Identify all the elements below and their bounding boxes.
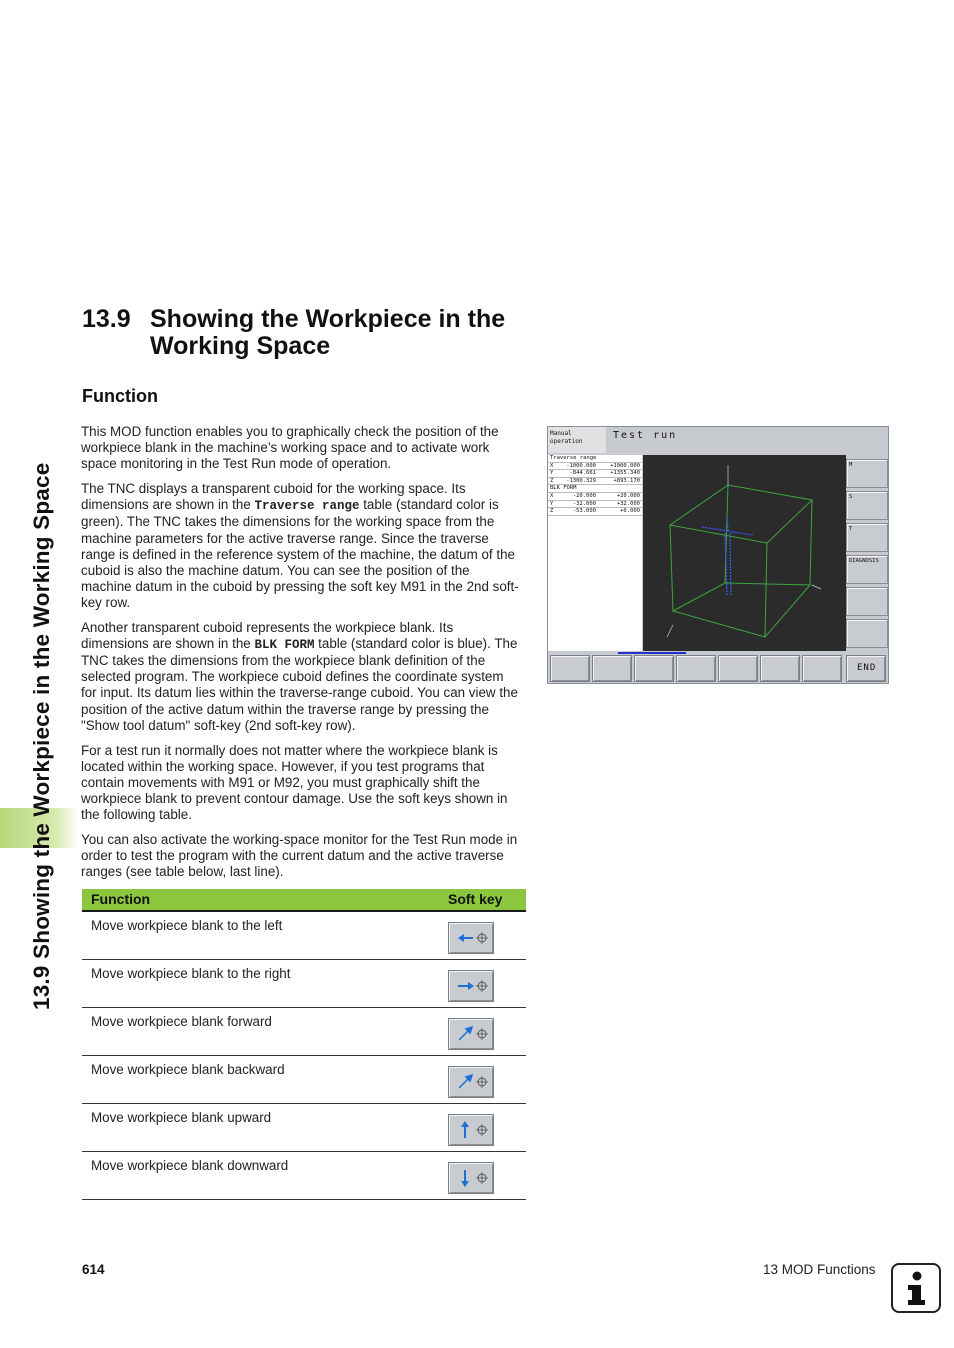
- max-value: +1355.340: [610, 470, 640, 477]
- table-header: [82, 889, 526, 912]
- screen-title: Test run: [608, 427, 887, 453]
- paragraph: [81, 424, 522, 472]
- code-term: Traverse range: [254, 499, 360, 514]
- horizontal-softkeys: [548, 653, 888, 683]
- table-row: [82, 1056, 526, 1104]
- range-table: [548, 455, 642, 651]
- mode-label: [548, 427, 606, 453]
- softkey-diagnosis[interactable]: [846, 555, 888, 584]
- side-tab-text: 13.9 Showing the Workpiece in the Working Space: [29, 462, 54, 1010]
- axis-label: X: [550, 462, 554, 469]
- paragraph: [81, 832, 522, 880]
- softkey-right[interactable]: [676, 655, 716, 682]
- column-header-softkey: Soft key: [448, 891, 503, 907]
- paragraph-text: table (standard color is blue). The TNC takes the dimensions from the workpiece blank definition of the selected program. The workpiece cuboid defines the coordinate system for input. Its datum lies within the traverse-range cuboid. You can view the position of the active datum within the traverse range by pressing the "Show tool datum" soft-key (2nd soft-key row).: [81, 636, 518, 733]
- paragraph-text: The TNC displays a transparent cuboid for the working space. Its dimensions are shown in the: [81, 481, 466, 513]
- move-down-softkey[interactable]: [448, 1162, 494, 1194]
- softkey-monitor[interactable]: [802, 655, 842, 682]
- max-value: +32.000: [616, 500, 640, 507]
- body-text: [81, 424, 522, 889]
- max-value: +20.000: [616, 492, 640, 499]
- softkey-empty[interactable]: [846, 587, 888, 616]
- move-up-softkey[interactable]: [448, 1114, 494, 1146]
- paragraph: [81, 481, 522, 611]
- row-label: Move workpiece blank upward: [91, 1110, 272, 1125]
- axis-label: Z: [550, 508, 554, 515]
- arrow-left-icon: [449, 923, 493, 953]
- axis-label: Y: [550, 470, 554, 477]
- page-number: 614: [82, 1262, 105, 1277]
- code-term: BLK FORM: [254, 638, 315, 653]
- chapter-name: 13 MOD Functions: [763, 1262, 876, 1277]
- workspace-graphic: [643, 455, 846, 651]
- blk-row: [548, 501, 642, 509]
- paragraph: [81, 620, 522, 734]
- table-row: [82, 960, 526, 1008]
- move-backward-softkey[interactable]: [448, 1066, 494, 1098]
- axis-label: X: [550, 492, 554, 499]
- info-icon: [891, 1263, 941, 1313]
- move-forward-softkey[interactable]: [448, 1018, 494, 1050]
- arrow-right-icon: [449, 971, 493, 1001]
- softkey-table: [82, 889, 526, 1200]
- row-label: Move workpiece blank to the left: [91, 918, 283, 933]
- softkey-m[interactable]: [846, 459, 888, 488]
- blk-row: [548, 508, 642, 516]
- blk-header-label: BLK FORM: [550, 485, 577, 492]
- blk-row: [548, 493, 642, 501]
- arrow-backward-icon: [449, 1067, 493, 1097]
- paragraph-text: You can also activate the working-space monitor for the Test Run mode in order to test the program with the current datum and the active traverse ranges (see table below, last line).: [81, 832, 518, 880]
- section-title: [82, 306, 542, 360]
- table-row: [82, 1104, 526, 1152]
- traverse-row: [548, 470, 642, 478]
- row-label: Move workpiece blank forward: [91, 1014, 272, 1029]
- softkey-forward[interactable]: [550, 655, 590, 682]
- min-value: -53.000: [572, 508, 596, 515]
- info-glyph: [893, 1265, 939, 1311]
- traverse-header: [548, 455, 642, 463]
- paragraph-text: table (standard color is green). The TNC takes the dimensions for the working space from the machine parameters for the active traverse range. Since the traverse range is defined in the reference system of the machine, the datum of the cuboid is also the machine datum. You can see the position of the machine datum in the cuboid by pressing the soft key M91 in the 2nd soft-key row.: [81, 497, 519, 610]
- row-label: Move workpiece blank downward: [91, 1158, 289, 1173]
- arrow-up-icon: [449, 1115, 493, 1145]
- paragraph: [81, 743, 522, 823]
- traverse-row: [548, 463, 642, 471]
- max-value: +1000.000: [610, 462, 640, 469]
- softkey-empty[interactable]: [846, 619, 888, 648]
- move-left-softkey[interactable]: [448, 922, 494, 954]
- table-row: [82, 1152, 526, 1200]
- softkey-s[interactable]: [846, 491, 888, 520]
- traverse-row: [548, 478, 642, 486]
- max-value: +893.170: [613, 477, 640, 484]
- column-header-function: Function: [91, 891, 151, 907]
- min-value: -844.661: [569, 470, 596, 477]
- min-value: -1300.329: [566, 477, 596, 484]
- vertical-softkeys: [846, 455, 888, 651]
- softkey-label: S: [849, 494, 853, 500]
- move-right-softkey[interactable]: [448, 970, 494, 1002]
- paragraph-text: This MOD function enables you to graphically check the position of the workpiece blank in the machine’s working space and to activate work space monitoring in the Test Run mode of operation.: [81, 424, 499, 472]
- tnc-screenshot: [547, 426, 889, 684]
- section-heading-text: Showing the Workpiece in the Working Space: [150, 305, 506, 360]
- subheading: Function: [82, 386, 158, 406]
- end-label: END: [857, 663, 877, 673]
- min-value: -1000.000: [566, 462, 596, 469]
- softkey-t[interactable]: [846, 523, 888, 552]
- row-label: Move workpiece blank to the right: [91, 966, 291, 981]
- paragraph-text: For a test run it normally does not matter where the workpiece blank is located within the working space. However, if you test programs that contain movements with M91 or M92, you must graphically shift the workpiece blank to prevent contour damage. Use the soft keys shown in the following table.: [81, 742, 508, 823]
- table-row: [82, 1008, 526, 1056]
- max-value: +0.000: [620, 508, 640, 515]
- softkey-up[interactable]: [760, 655, 800, 682]
- softkey-end[interactable]: [846, 655, 886, 682]
- chapter-side-tab: [0, 0, 78, 1348]
- cuboid-graphic: [643, 455, 846, 651]
- row-label: Move workpiece blank backward: [91, 1062, 285, 1077]
- softkey-label: T: [849, 526, 853, 532]
- arrow-down-icon: [449, 1163, 493, 1193]
- min-value: -32.000: [572, 500, 596, 507]
- softkey-down[interactable]: [718, 655, 758, 682]
- min-value: -20.000: [572, 492, 596, 499]
- softkey-left[interactable]: [634, 655, 674, 682]
- axis-label: Z: [550, 477, 554, 484]
- blk-header: [548, 485, 642, 493]
- softkey-backward[interactable]: [592, 655, 632, 682]
- table-row: [82, 912, 526, 960]
- softkey-label: M: [849, 462, 853, 468]
- mode-label-line: Manual: [550, 430, 572, 437]
- softkey-label: DIAGNOSIS: [849, 558, 879, 564]
- paragraph-text: Another transparent cuboid represents the workpiece blank. Its dimensions are shown in the: [81, 620, 454, 652]
- traverse-header-label: Traverse range: [550, 455, 597, 461]
- section-number: 13.9: [82, 305, 131, 333]
- arrow-forward-icon: [449, 1019, 493, 1049]
- mode-label-line: operation: [550, 438, 583, 445]
- axis-label: Y: [550, 500, 554, 507]
